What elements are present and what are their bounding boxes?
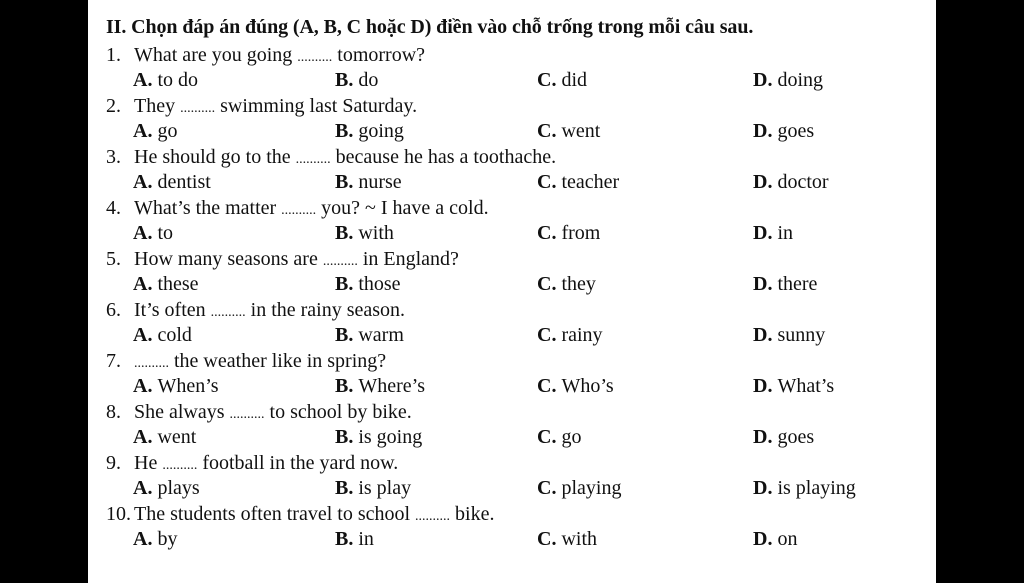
question-text-after: football in the yard now.	[202, 452, 399, 474]
option-letter: D.	[753, 273, 778, 295]
question-text-after: swimming last Saturday.	[220, 95, 418, 117]
option-letter: A.	[133, 222, 158, 244]
option-letter: D.	[753, 222, 778, 244]
option-a	[133, 118, 177, 144]
question-text-after: the weather like in spring?	[174, 350, 387, 372]
option-text: doing	[777, 69, 824, 91]
option-d	[753, 271, 817, 297]
question-number: 2.	[106, 95, 121, 117]
option-letter: B.	[335, 375, 359, 397]
option-text: from	[561, 222, 601, 244]
option-letter: C.	[537, 171, 562, 193]
option-letter: C.	[537, 222, 562, 244]
option-a	[133, 322, 192, 348]
question-text-before: She always	[134, 401, 225, 423]
option-text: to	[157, 222, 174, 244]
question-number: 5.	[106, 248, 121, 270]
question-text-before: It’s often	[134, 299, 206, 321]
option-a	[133, 169, 211, 195]
question-number: 10.	[106, 503, 131, 525]
option-text: these	[157, 273, 199, 295]
question-text-before: He	[134, 452, 158, 474]
question-8	[88, 399, 936, 450]
option-c	[537, 220, 600, 246]
question-text-after: tomorrow?	[337, 44, 426, 66]
option-letter: C.	[537, 375, 562, 397]
question-text-after: to school by bike.	[269, 401, 412, 423]
option-letter: A.	[133, 477, 158, 499]
option-d	[753, 220, 793, 246]
option-c	[537, 271, 596, 297]
question-number: 9.	[106, 452, 121, 474]
option-text: did	[561, 69, 588, 91]
question-number: 6.	[106, 299, 121, 321]
option-letter: D.	[753, 171, 778, 193]
option-text: When’s	[157, 375, 219, 397]
option-letter: D.	[753, 426, 778, 448]
option-letter: C.	[537, 477, 562, 499]
option-a	[133, 526, 177, 552]
question-text-after: in the rainy season.	[250, 299, 406, 321]
option-c	[537, 526, 597, 552]
question-5	[88, 246, 936, 297]
question-4	[88, 195, 936, 246]
option-letter: A.	[133, 324, 158, 346]
option-letter: B.	[335, 477, 359, 499]
option-text: dentist	[157, 171, 211, 193]
option-d	[753, 67, 823, 93]
option-letter: D.	[753, 528, 778, 550]
option-c	[537, 322, 603, 348]
question-text-after: bike.	[455, 503, 495, 525]
answer-blank: ..........	[229, 407, 265, 422]
answer-blank: ..........	[210, 305, 246, 320]
option-text: going	[358, 120, 404, 142]
option-a	[133, 424, 196, 450]
option-letter: C.	[537, 69, 562, 91]
option-d	[753, 475, 856, 501]
question-text-after: you? ~ I have a cold.	[321, 197, 489, 219]
option-letter: D.	[753, 120, 778, 142]
question-number: 7.	[106, 350, 121, 372]
question-number: 3.	[106, 146, 121, 168]
option-b	[335, 424, 422, 450]
option-letter: A.	[133, 69, 158, 91]
option-text: cold	[157, 324, 192, 346]
option-letter: A.	[133, 171, 158, 193]
option-text: go	[561, 426, 582, 448]
option-text: is going	[358, 426, 423, 448]
option-text: goes	[777, 426, 815, 448]
option-text: plays	[157, 477, 200, 499]
option-a	[133, 373, 219, 399]
option-text: goes	[777, 120, 815, 142]
option-letter: D.	[753, 477, 778, 499]
option-letter: B.	[335, 324, 359, 346]
option-d	[753, 373, 834, 399]
option-c	[537, 424, 581, 450]
question-3	[88, 144, 936, 195]
option-text: there	[777, 273, 818, 295]
option-letter: A.	[133, 426, 158, 448]
question-number: 8.	[106, 401, 121, 423]
option-text: in	[777, 222, 794, 244]
option-text: doctor	[777, 171, 829, 193]
option-text: rainy	[561, 324, 603, 346]
option-letter: D.	[753, 324, 778, 346]
question-7	[88, 348, 936, 399]
option-c	[537, 118, 600, 144]
option-letter: A.	[133, 120, 158, 142]
option-b	[335, 475, 411, 501]
option-c	[537, 373, 614, 399]
worksheet-page	[88, 0, 936, 583]
option-text: Where’s	[358, 375, 425, 397]
option-d	[753, 118, 814, 144]
answer-blank: ..........	[295, 152, 331, 167]
answer-blank: ..........	[322, 254, 358, 269]
question-2	[88, 93, 936, 144]
answer-blank: ..........	[281, 203, 317, 218]
option-text: with	[561, 528, 598, 550]
answer-blank: ..........	[415, 509, 451, 524]
option-a	[133, 220, 173, 246]
option-text: playing	[561, 477, 622, 499]
option-b	[335, 271, 401, 297]
option-b	[335, 373, 425, 399]
question-number: 1.	[106, 44, 121, 66]
option-c	[537, 67, 587, 93]
option-text: to do	[157, 69, 199, 91]
answer-blank: ..........	[162, 458, 198, 473]
option-letter: C.	[537, 426, 562, 448]
option-letter: A.	[133, 528, 158, 550]
option-text: go	[157, 120, 178, 142]
answer-blank: ..........	[297, 50, 333, 65]
option-text: went	[157, 426, 197, 448]
option-text: they	[561, 273, 596, 295]
question-text-before: What’s the matter	[134, 197, 277, 219]
question-text-after: because he has a toothache.	[335, 146, 557, 168]
option-text: with	[358, 222, 394, 244]
option-letter: C.	[537, 120, 562, 142]
answer-blank: ..........	[180, 101, 216, 116]
option-b	[335, 118, 404, 144]
option-text: do	[358, 69, 379, 91]
option-letter: D.	[753, 69, 778, 91]
answer-blank: ..........	[134, 356, 169, 371]
question-number: 4.	[106, 197, 121, 219]
option-a	[133, 67, 198, 93]
option-letter: B.	[335, 426, 359, 448]
option-text: by	[157, 528, 178, 550]
option-letter: C.	[537, 528, 562, 550]
option-letter: B.	[335, 69, 359, 91]
question-9	[88, 450, 936, 501]
option-b	[335, 220, 394, 246]
question-1	[88, 42, 936, 93]
question-text-before: They	[134, 95, 176, 117]
option-letter: B.	[335, 222, 359, 244]
option-text: is playing	[777, 477, 856, 499]
option-text: is play	[358, 477, 412, 499]
option-letter: B.	[335, 273, 359, 295]
option-c	[537, 169, 619, 195]
question-6	[88, 297, 936, 348]
option-text: went	[561, 120, 601, 142]
option-a	[133, 271, 199, 297]
question-text-before: The students often travel to school	[134, 503, 411, 525]
question-10	[88, 501, 936, 552]
option-letter: B.	[335, 120, 359, 142]
option-d	[753, 526, 797, 552]
option-letter: C.	[537, 324, 562, 346]
option-d	[753, 424, 814, 450]
question-text-before: He should go to the	[134, 146, 291, 168]
option-b	[335, 169, 402, 195]
option-letter: C.	[537, 273, 562, 295]
option-text: Who’s	[561, 375, 614, 397]
option-d	[753, 169, 829, 195]
option-b	[335, 322, 404, 348]
option-text: sunny	[777, 324, 826, 346]
option-d	[753, 322, 825, 348]
option-letter: B.	[335, 171, 359, 193]
option-b	[335, 67, 378, 93]
question-text-after: in England?	[362, 248, 459, 270]
option-text: teacher	[561, 171, 620, 193]
option-text: on	[777, 528, 798, 550]
option-a	[133, 475, 200, 501]
option-c	[537, 475, 621, 501]
option-text: What’s	[777, 375, 835, 397]
option-letter: B.	[335, 528, 359, 550]
option-letter: D.	[753, 375, 778, 397]
option-letter: A.	[133, 375, 158, 397]
option-text: nurse	[358, 171, 402, 193]
option-text: those	[358, 273, 401, 295]
option-text: in	[358, 528, 374, 550]
section-title: II. Chọn đáp án đúng (A, B, C hoặc D) điền vào chỗ trống trong mỗi câu sau.	[106, 16, 754, 38]
option-letter: A.	[133, 273, 158, 295]
option-b	[335, 526, 374, 552]
question-text-before: What are you going	[134, 44, 293, 66]
question-text-before: How many seasons are	[134, 248, 318, 270]
option-text: warm	[358, 324, 404, 346]
